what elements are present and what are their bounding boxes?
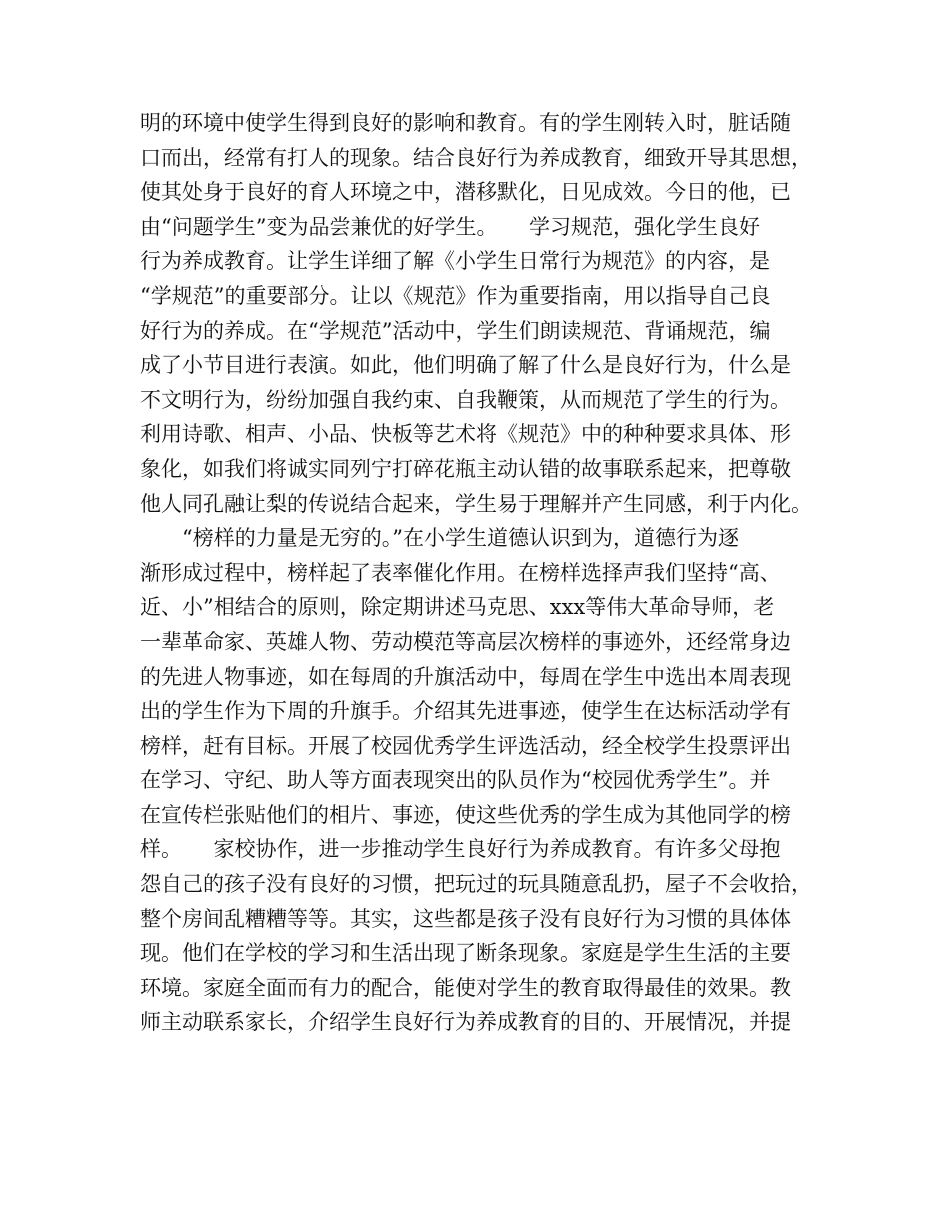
text-line: 一辈革命家、英雄人物、劳动模范等高层次榜样的事迹外，还经常身边 [140,629,791,654]
text-line: 好行为的养成。在“学规范”活动中，学生们朗读规范、背诵规范，编 [140,318,771,343]
text-line: 口而出，经常有打人的现象。结合良好行为养成教育，细致开导其思想， [140,145,812,170]
text-line: 他人同孔融让梨的传说结合起来，学生易于理解并产生同感，利于内化。 [140,491,812,516]
text-line: 行为养成教育。让学生详细了解《小学生日常行为规范》的内容，是 [140,249,770,274]
body-text [140,106,840,1040]
text-line: 不文明行为，纷纷加强自我约束、自我鞭策，从而规范了学生的行为。 [140,387,791,412]
text-line: “榜样的力量是无穷的。”在小学生道德认识到为，道德行为逐 [140,526,739,551]
text-line: 整个房间乱糟糟等等。其实，这些都是孩子没有良好行为习惯的具体体 [140,906,791,931]
text-line: 怨自己的孩子没有良好的习惯，把玩过的玩具随意乱扔，屋子不会收拾， [140,872,812,897]
text-line: 近、小”相结合的原则，除定期讲述马克思、xxx等伟大革命导师，老 [140,595,775,620]
text-line: 师主动联系家长，介绍学生良好行为养成教育的目的、开展情况，并提 [140,1010,791,1035]
text-line: 明的环境中使学生得到良好的影响和教育。有的学生刚转入时，脏话随 [140,111,791,135]
text-line: 利用诗歌、相声、小品、快板等艺术将《规范》中的种种要求具体、形 [140,422,791,447]
text-line: 在学习、守纪、助人等方面表现突出的队员作为“校园优秀学生”。并 [140,768,771,793]
text-line: 环境。家庭全面而有力的配合，能使对学生的教育取得最佳的效果。教 [140,975,791,1000]
text-line: 榜样，赶有目标。开展了校园优秀学生评选活动，经全校学生投票评出 [140,733,791,758]
text-line: 样。 家校协作，进一步推动学生良好行为养成教育。有许多父母抱 [140,837,781,862]
text-line: 的先进人物事迹，如在每周的升旗活动中，每周在学生中选出本周表现 [140,664,791,689]
text-line: 成了小节目进行表演。如此，他们明确了解了什么是良好行为，什么是 [140,353,791,378]
text-line: 象化，如我们将诚实同列宁打碎花瓶主动认错的故事联系起来，把尊敬 [140,456,791,481]
text-line: “学规范”的重要部分。让以《规范》作为重要指南，用以指导自己良 [140,283,771,308]
text-line: 渐形成过程中，榜样起了表率催化作用。在榜样选择声我们坚持“高、 [140,560,781,585]
text-line: 由“问题学生”变为品尝兼优的好学生。 学习规范，强化学生良好 [140,214,760,239]
text-line: 使其处身于良好的育人环境之中，潜移默化，日见成效。今日的他，已 [140,180,791,205]
text-line: 出的学生作为下周的升旗手。介绍其先进事迹，使学生在达标活动学有 [140,699,791,724]
text-line: 现。他们在学校的学习和生活出现了断条现象。家庭是学生生活的主要 [140,941,791,966]
text-line: 在宣传栏张贴他们的相片、事迹，使这些优秀的学生成为其他同学的榜 [140,802,791,827]
